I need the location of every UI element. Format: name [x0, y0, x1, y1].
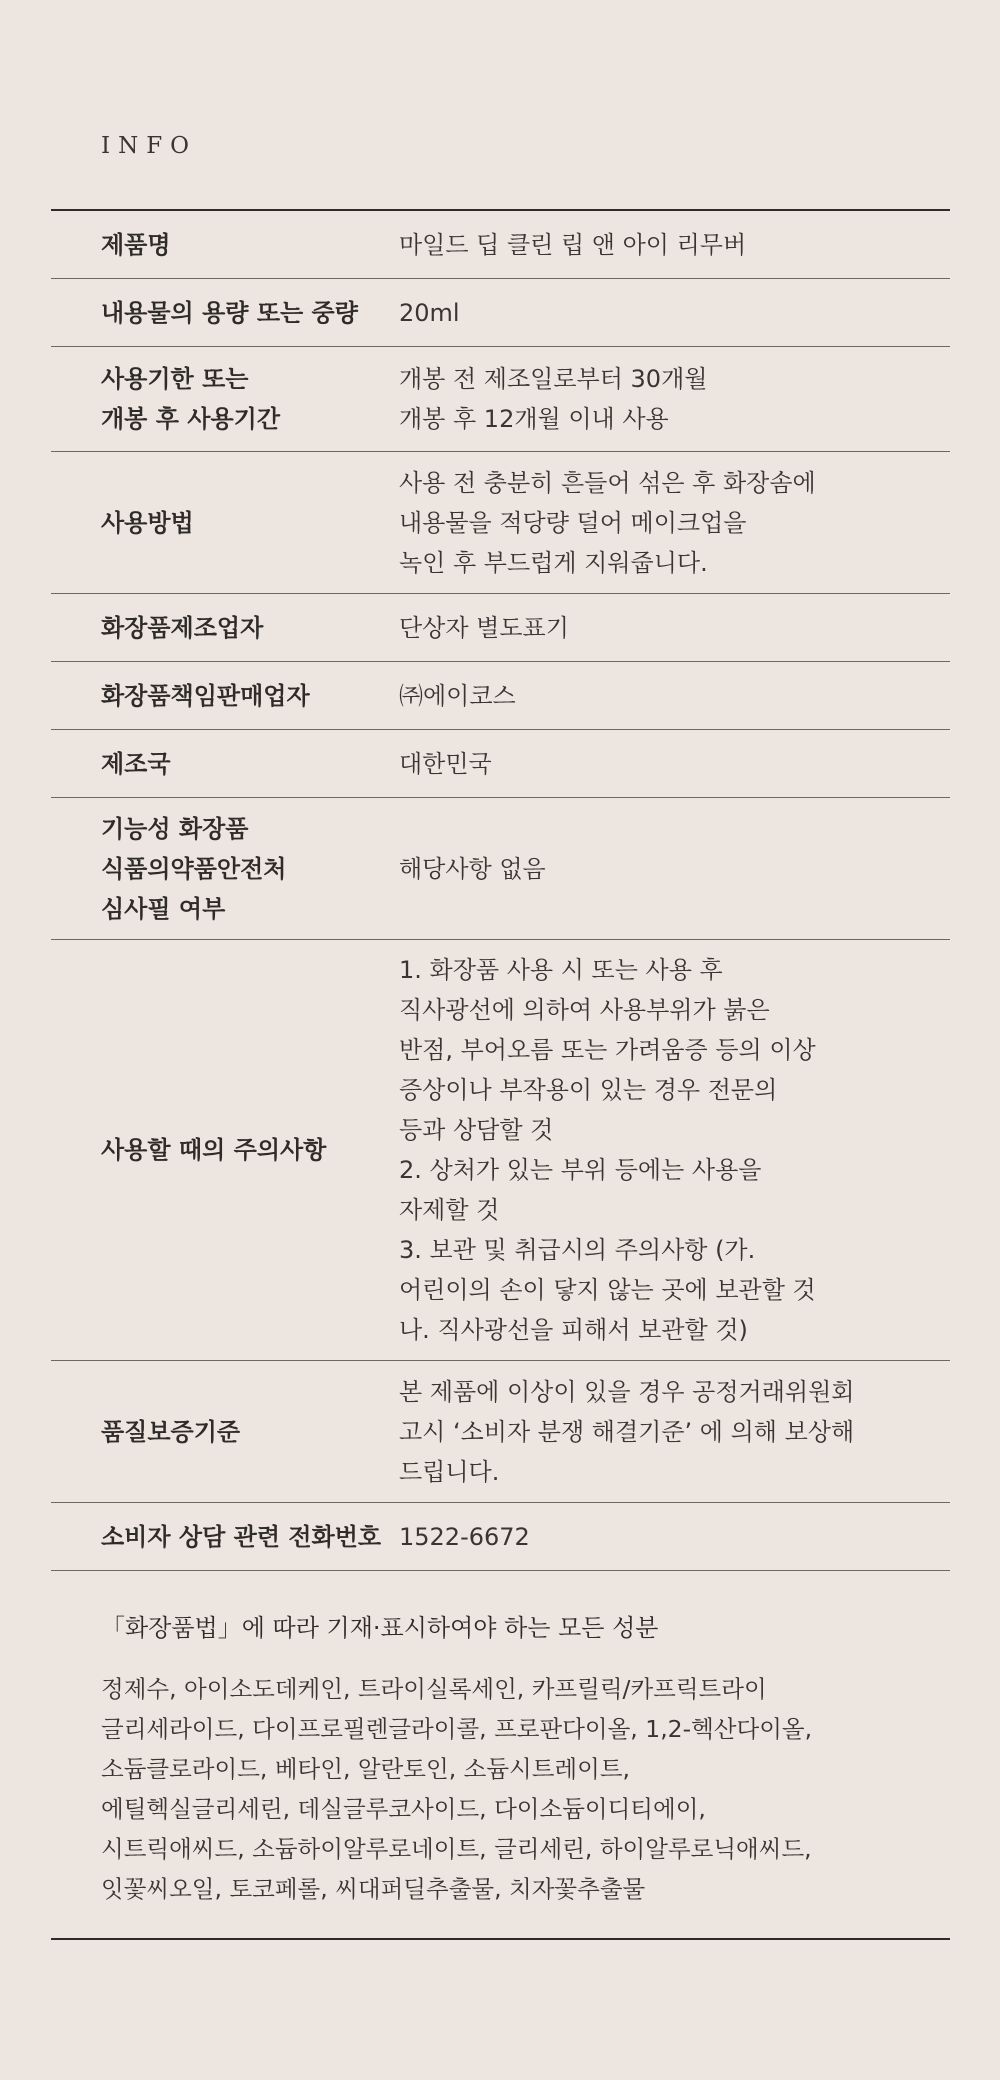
row-value: 개봉 전 제조일로부터 30개월 개봉 후 12개월 이내 사용: [399, 365, 708, 433]
row-label: 소비자 상담 관련 전화번호: [101, 1522, 382, 1551]
table-row-usage: [51, 452, 950, 594]
row-value: 해당사항 없음: [399, 854, 546, 883]
ingredients-list: 정제수, 아이소도데케인, 트라이실록세인, 카프릴릭/카프릭트라이 글리세라이드, 다이프로필렌글라이콜, 프로판다이올, 1,2-헥산다이올, 소듐클로라이드, 베타인, 알란토인, 소듐시트레이트, 에틸헥실글리세린, 데실글루코사이드, 다이소듐이디티에이, 시트릭애씨드, 소듐하이알루로네이트, 글리세린, 하이알루로닉애씨드, 잇꽃씨오일, 토코페롤, 씨대퍼딜추출물, 치자꽃추출물: [101, 1675, 813, 1903]
row-value: 대한민국: [399, 749, 492, 778]
row-label: 품질보증기준: [101, 1417, 241, 1446]
row-value: 단상자 별도표기: [399, 613, 569, 642]
table-row-quality-guarantee: [51, 1361, 950, 1503]
row-value: 1. 화장품 사용 시 또는 사용 후 직사광선에 의하여 사용부위가 붉은 반점, 부어오름 또는 가려움증 등의 이상 증상이나 부작용이 있는 경우 전문의 등과 상담할 것 2. 상처가 있는 부위 등에는 사용을 자제할 것 3. 보관 및 취급시의 주의사항 (가. 어린이의 손이 닿지 않는 곳에 보관할 것 나. 직사광선을 피해서 보관할 것): [399, 956, 816, 1344]
bottom-divider: [51, 1938, 950, 1940]
row-value: 본 제품에 이상이 있을 경우 공정거래위원회 고시 ‘소비자 분쟁 해결기준’ 에 의해 보상해 드립니다.: [399, 1377, 855, 1486]
table-row-product-name: [51, 211, 950, 279]
table-row-precautions: [51, 940, 950, 1361]
row-label: 사용방법: [101, 508, 194, 537]
table-row-manufacturer: [51, 594, 950, 662]
table-row-consumer-phone: [51, 1503, 950, 1571]
table-row-volume: [51, 279, 950, 347]
row-value: 마일드 딥 클린 립 앤 아이 리무버: [399, 230, 747, 259]
table-row-expiry: [51, 347, 950, 452]
row-label: 제품명: [101, 230, 171, 259]
ingredients-section: [101, 1608, 921, 1909]
row-value: 사용 전 충분히 흔들어 섞은 후 화장솜에 내용물을 적당량 덜어 메이크업을 녹인 후 부드럽게 지워줍니다.: [399, 468, 816, 577]
section-title: INFO: [101, 133, 198, 159]
row-value: 20ml: [399, 298, 460, 327]
row-label: 화장품제조업자: [101, 613, 264, 642]
row-label: 제조국: [101, 749, 171, 778]
table-row-functional-review: [51, 798, 950, 940]
table-row-country: [51, 730, 950, 798]
row-label: 화장품책임판매업자: [101, 681, 310, 710]
info-table: [51, 209, 950, 1571]
row-label: 사용할 때의 주의사항: [101, 1136, 327, 1164]
row-label: 사용기한 또는 개봉 후 사용기간: [101, 365, 280, 433]
table-row-distributor: [51, 662, 950, 730]
ingredients-title: 「화장품법」에 따라 기재·표시하여야 하는 모든 성분: [101, 1614, 659, 1642]
row-label: 기능성 화장품 식품의약품안전처 심사필 여부: [101, 814, 287, 923]
row-label: 내용물의 용량 또는 중량: [101, 298, 358, 327]
row-value: ㈜에이코스: [399, 681, 516, 710]
row-value: 1522-6672: [399, 1522, 530, 1551]
